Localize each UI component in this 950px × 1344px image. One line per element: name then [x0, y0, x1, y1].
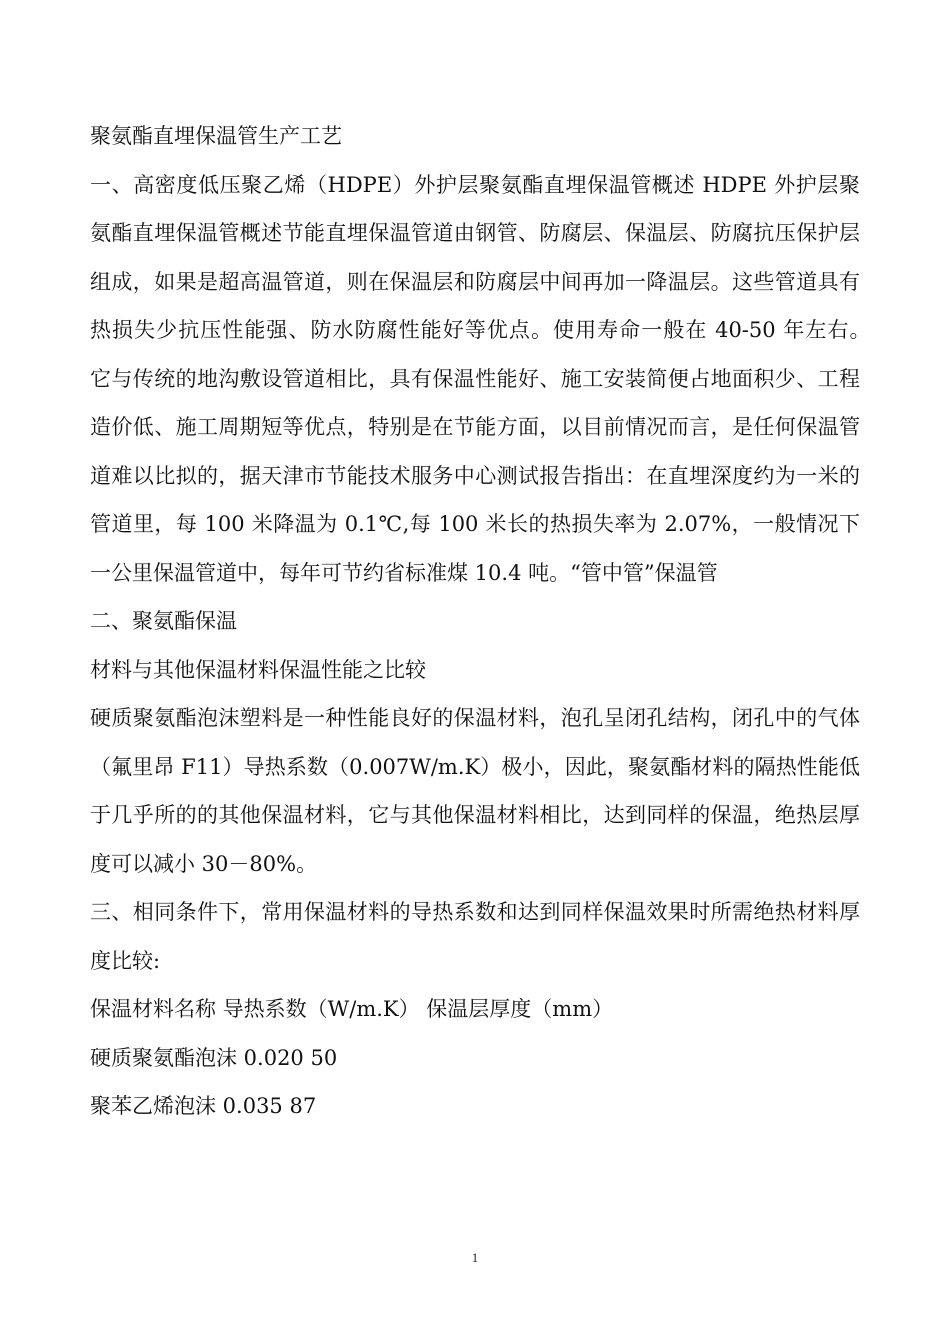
- table-header-line: 保温材料名称 导热系数（W/m.K） 保温层厚度（mm）: [90, 997, 614, 1021]
- table-row: 硬质聚氨酯泡沫 0.020 50: [90, 1045, 338, 1070]
- table-row: 聚苯乙烯泡沫 0.035 87: [90, 1094, 317, 1118]
- section-2-paragraph: 材料与其他保温材料保温性能之比较: [90, 657, 426, 682]
- section-3-paragraph: 硬质聚氨酯泡沫塑料是一种性能良好的保温材料，泡孔呈闭孔结构，闭孔中的气体（氟里昂 F11）导热系数（0.007W/m.K）极小，因此，聚氨酯材料的隔热性能低于几乎所的的其他保温材料，它与其他保温材料相比，达到同样的保温，绝热层厚度可以减小 30－80%。: [90, 706, 860, 876]
- document-title: 聚氨酯直埋保温管生产工艺: [90, 124, 342, 148]
- section-1-paragraph: 一、高密度低压聚乙烯（HDPE）外护层聚氨酯直埋保温管概述 HDPE 外护层聚氨酯直埋保温管概述节能直埋保温管道由钢管、防腐层、保温层、防腐抗压保护层组成，如果是超高温管道，则在保温层和防腐层中间再加一降温层。这些管道具有热损失少抗压性能强、防水防腐性能好等优点。使用寿命一般在 40-50 年左右。 它与传统的地沟敷设管道相比，具有保温性能好、施工安装简便占地面积少、工程造价低、施工周期短等优点，特别是在节能方面，以目前情况而言，是任何保温管道难以比拟的，据天津市节能技术服务中心测试报告指出：在直埋深度约为一米的管道里，每 100 米降温为 0.1℃,每 100 米长的热损失率为 2.07%，一般情况下一公里保温管道中，每年可节约省标准煤 10.4 吨。“管中管”保温管: [90, 172, 881, 585]
- document-body: [90, 112, 881, 1131]
- page-number: 1: [471, 1250, 479, 1265]
- section-2-heading: 二、聚氨酯保温: [90, 609, 237, 633]
- section-4-paragraph: 三、相同条件下，常用保温材料的导热系数和达到同样保温效果时所需绝热材料厚度比较:: [90, 900, 860, 973]
